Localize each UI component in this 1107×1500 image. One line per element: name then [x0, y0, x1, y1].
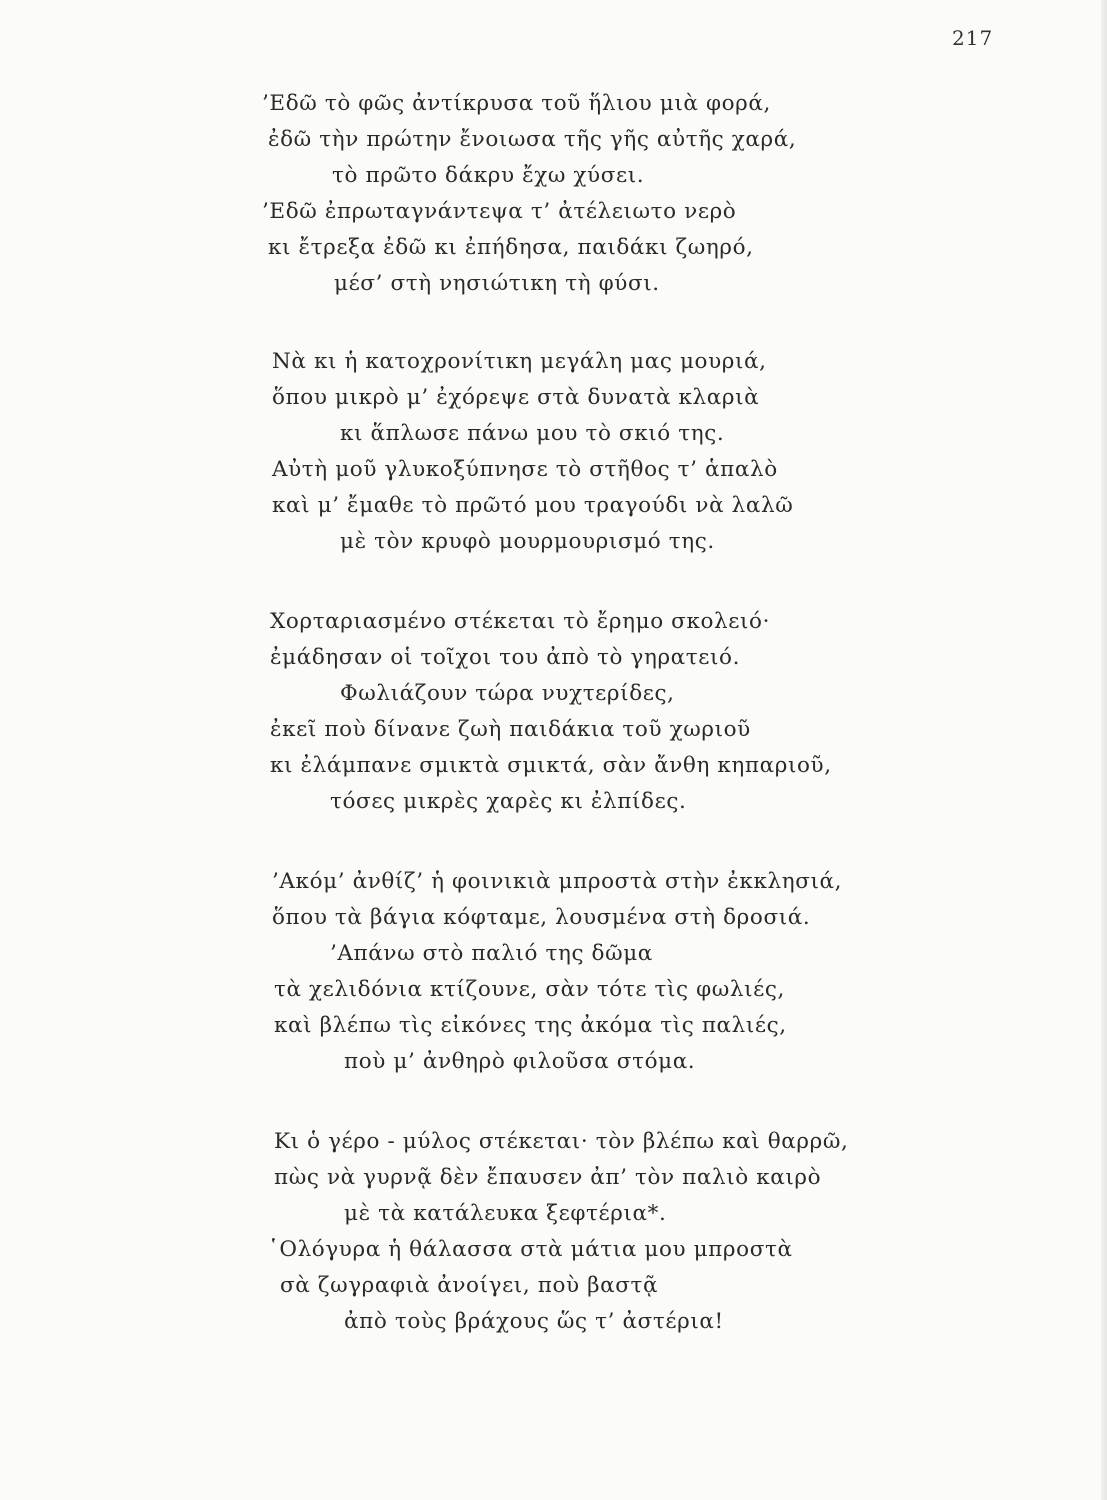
poem-line: ῾Ολόγυρα ἡ θάλασσα στὰ μάτια μου μπροστὰ [268, 1237, 793, 1262]
poem-line: μὲ τὰ κατάλευκα ξεφτέρια*. [344, 1201, 667, 1226]
poem-line: ὅπου τὰ βάγια κόφταμε, λουσμένα στὴ δροσιά. [272, 905, 811, 930]
poem-line: ’Ακόμ’ ἀνθίζ’ ἡ φοινικιὰ μπροστὰ στὴν ἐκκλησιά, [272, 869, 843, 894]
poem-line: ἐμάδησαν οἱ τοῖχοι του ἀπὸ τὸ γηρατειό. [270, 645, 741, 670]
poem-line: Αὐτὴ μοῦ γλυκοξύπνησε τὸ στῆθος τ’ ἁπαλὸ [272, 457, 778, 482]
poem-line: ὅπου μικρὸ μ’ ἐχόρεψε στὰ δυνατὰ κλαριὰ [272, 385, 760, 410]
poem-line: καὶ βλέπω τὶς εἰκόνες της ἀκόμα τὶς παλιές, [274, 1013, 787, 1038]
poem-line: πὼς νὰ γυρνᾷ δὲν ἔπαυσεν ἀπ’ τὸν παλιὸ καιρὸ [274, 1165, 822, 1190]
poem-line: Φωλιάζουν τώρα νυχτερίδες, [340, 681, 675, 706]
poem-line: Κι ὁ γέρο - μύλος στέκεται· τὸν βλέπω καὶ θαρρῶ, [274, 1129, 849, 1154]
poem-line: ἐδῶ τὴν πρώτην ἔνοιωσα τῆς γῆς αὐτῆς χαρά, [268, 127, 797, 152]
poem-line: τὸ πρῶτο δάκρυ ἔχω χύσει. [332, 163, 645, 188]
poem-line: ἀπὸ τοὺς βράχους ὥς τ’ ἀστέρια! [344, 1309, 724, 1334]
poem-line: κι ἅπλωσε πάνω μου τὸ σκιό της. [340, 421, 725, 446]
page-edge [1101, 0, 1107, 1500]
poem-line: ποὺ μ’ ἀνθηρὸ φιλοῦσα στόμα. [344, 1049, 696, 1074]
poem-line: Νὰ κι ἡ κατοχρονίτικη μεγάλη μας μουριά, [272, 349, 767, 374]
poem-line: καὶ μ’ ἔμαθε τὸ πρῶτό μου τραγούδι νὰ λαλῶ [272, 493, 794, 518]
poem-line: κι ἔτρεξα ἐδῶ κι ἐπήδησα, παιδάκι ζωηρό, [268, 235, 754, 260]
poem-line: ’Εδῶ τὸ φῶς ἀντίκρυσα τοῦ ἥλιου μιὰ φορά, [262, 91, 771, 116]
poem-line: σὰ ζωγραφιὰ ἀνοίγει, ποὺ βαστᾷ [280, 1273, 659, 1298]
page-number: 217 [952, 26, 994, 50]
poem-line: ἐκεῖ ποὺ δίνανε ζωὴ παιδάκια τοῦ χωριοῦ [270, 717, 751, 742]
poem-line: κι ἐλάμπανε σμικτὰ σμικτά, σὰν ἄνθη κηπαριοῦ, [270, 753, 832, 778]
poem-line: ’Απάνω στὸ παλιό της δῶμα [330, 941, 653, 966]
poem-line: μέσ’ στὴ νησιώτικη τὴ φύσι. [334, 271, 660, 296]
poem-line: μὲ τὸν κρυφὸ μουρμουρισμό της. [340, 529, 715, 554]
poem-line: Χορταριασμένο στέκεται τὸ ἔρημο σκολειό· [270, 609, 771, 634]
poem-line: ’Εδῶ ἐπρωταγνάντεψα τ’ ἀτέλειωτο νερὸ [262, 199, 737, 224]
poem-line: τὰ χελιδόνια κτίζουνε, σὰν τότε τὶς φωλιές, [274, 977, 785, 1002]
poem-line: τόσες μικρὲς χαρὲς κι ἐλπίδες. [330, 789, 687, 814]
